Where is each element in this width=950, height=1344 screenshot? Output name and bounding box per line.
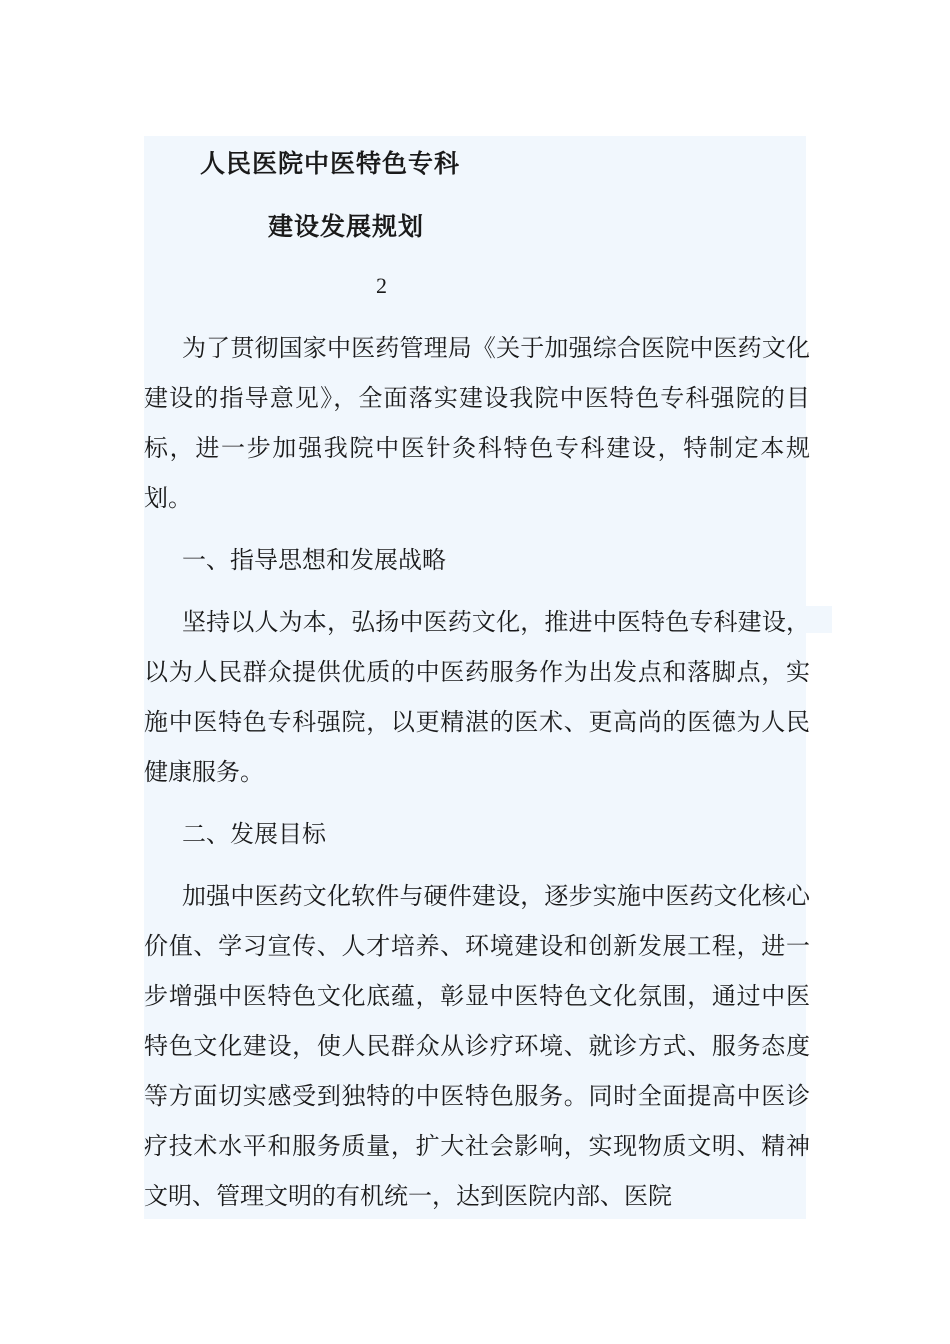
- page-number: 2: [376, 273, 387, 298]
- paragraph-development-goals: 加强中医药文化软件与硬件建设，逐步实施中医药文化核心价值、学习宣传、人才培养、环境建设和创新发展工程，进一步增强中医特色文化底蕴，彰显中医特色文化氛围，通过中医特色文化建设，使人民群众从诊疗环境、就诊方式、服务态度等方面切实感受到独特的中医特色服务。同时全面提高中医诊疗技术水平和服务质量，扩大社会影响，实现物质文明、精神文明、管理文明的有机统一，达到医院内部、医院: [144, 882, 810, 1210]
- paragraph-guiding-ideology: 坚持以人为本，弘扬中医药文化，推进中医特色专科建设，以为人民群众提供优质的中医药服务作为出发点和落脚点，实施中医特色专科强院，以更精湛的医术、更高尚的医德为人民健康服务。: [144, 608, 810, 786]
- section-heading-guiding-ideology: 一、指导思想和发展战略: [182, 546, 446, 574]
- paragraph-intro: 为了贯彻国家中医药管理局《关于加强综合医院中医药文化建设的指导意见》，全面落实建设我院中医特色专科强院的目标，进一步加强我院中医针灸科特色专科建设，特制定本规划。: [144, 334, 810, 512]
- section-heading-development-goals: 二、发展目标: [182, 820, 326, 848]
- document-title-line1: 人民医院中医特色专科: [200, 149, 461, 178]
- document-title-line2: 建设发展规划: [268, 212, 425, 241]
